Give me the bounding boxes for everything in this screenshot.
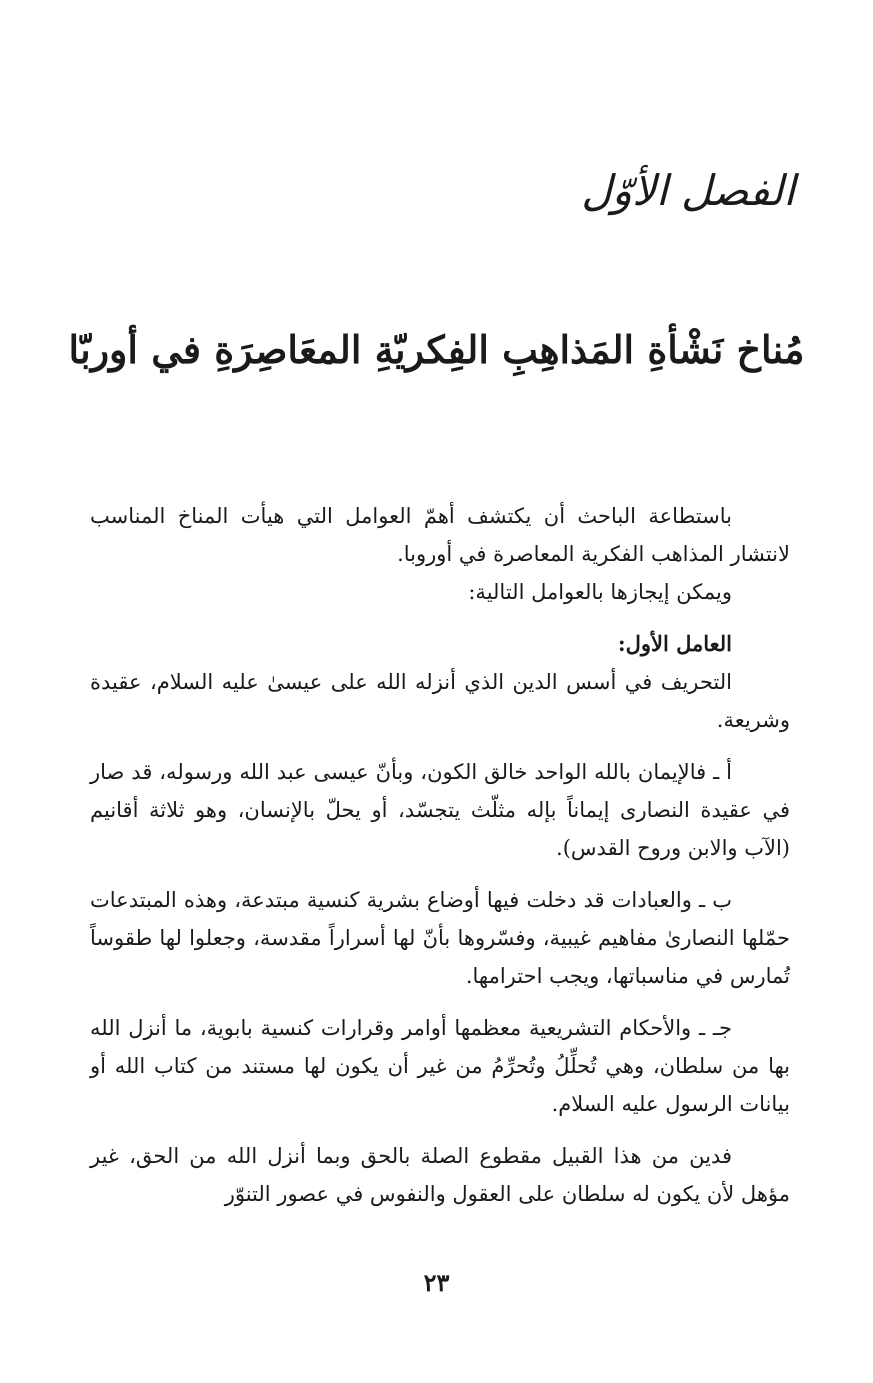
page-number: ٢٣: [423, 1268, 450, 1297]
factor-description: التحريف في أسس الدين الذي أنزله الله على عيسىٰ عليه السلام، عقيدة وشريعة.: [90, 670, 790, 732]
point-b-paragraph: ب ـ والعبادات قد دخلت فيها أوضاع بشرية كنسية مبتدعة، وهذه المبتدعات حمّلها النصارىٰ مفاهيم غيبية، وفسّروها بأنّ لها أسراراً مقدسة، وجعلوا لها طقوساً تُمارس في مناسباتها، ويجب احترامها.: [90, 888, 790, 988]
chapter-label: الفصل الأوّل: [581, 166, 795, 215]
intro-continuation: ويمكن إيجازها بالعوامل التالية:: [468, 580, 732, 604]
point-a-paragraph: أ ـ فالإيمان بالله الواحد خالق الكون، وبأنّ عيسى عبد الله ورسوله، قد صار في عقيدة النصارى إيماناً بإله مثلّث يتجسّد، أو يحلّ بالإنسان، وهو ثلاثة أقانيم (الآب والابن وروح القدس).: [90, 760, 790, 860]
factor-heading: العامل الأول:: [617, 631, 732, 656]
chapter-title: مُناخ نَشْأةِ المَذاهِبِ الفِكريّةِ المعَاصِرَةِ في أوربّا: [68, 327, 805, 372]
point-c-paragraph: جـ ـ والأحكام التشريعية معظمها أوامر وقرارات كنسية بابوية، ما أنزل الله بها من سلطان، وهي تُحلِّلُ وتُحرِّمُ من غير أن يكون لها مستند من كتاب الله أو بيانات الرسول عليه السلام.: [90, 1016, 790, 1116]
conclusion-paragraph: فدين من هذا القبيل مقطوع الصلة بالحق وبما أنزل الله من الحق، غير مؤهل لأن يكون له سلطان على العقول والنفوس في عصور التنوّر: [90, 1144, 790, 1206]
body-text: [90, 497, 790, 1213]
intro-paragraph: باستطاعة الباحث أن يكتشف أهمّ العوامل التي هيأت المناخ المناسب لانتشار المذاهب الفكرية المعاصرة في أوروبا.: [90, 504, 790, 566]
